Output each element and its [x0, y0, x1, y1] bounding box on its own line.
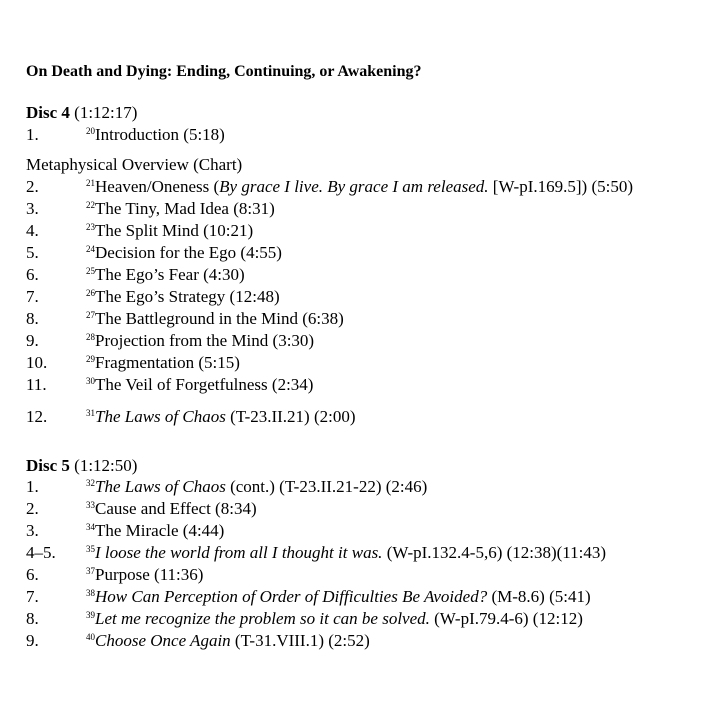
track-footnote-ref: 38 [86, 588, 95, 598]
track-entry [86, 499, 257, 519]
track-number: 1. [26, 477, 39, 496]
track-title: The Battleground in the Mind (6:38) [95, 309, 344, 328]
track-footnote-ref: 33 [86, 500, 95, 510]
track-number: 6. [26, 565, 39, 584]
track-number: 5. [26, 243, 39, 262]
track-number: 1. [26, 125, 39, 144]
track-title-rest: (T-31.VIII.1) (2:52) [230, 631, 370, 650]
track-title-rest: (W-pI.132.4-5,6) (12:38)(11:43) [382, 543, 607, 562]
track-entry [86, 287, 280, 307]
track-number: 6. [26, 265, 39, 284]
track-footnote-ref: 22 [86, 200, 95, 210]
track-title: Fragmentation (5:15) [95, 353, 240, 372]
track-title-italic: Let me recognize the problem so it can be solved. [95, 609, 430, 628]
track-title: Cause and Effect (8:34) [95, 499, 257, 518]
track-number: 4. [26, 221, 39, 240]
track-footnote-ref: 31 [86, 408, 95, 418]
disc5-duration: (1:12:50) [74, 456, 138, 475]
disc5-label: Disc 5 [26, 456, 70, 475]
track-number: 10. [26, 353, 48, 372]
track-title-rest: (T-23.II.21) (2:00) [225, 407, 356, 426]
track-entry [86, 477, 427, 497]
track-entry [86, 243, 282, 263]
track-footnote-ref: 37 [86, 566, 95, 576]
track-footnote-ref: 20 [86, 126, 95, 136]
track-entry [86, 265, 245, 285]
track-title: The Miracle (4:44) [95, 521, 225, 540]
track-number: 7. [26, 287, 39, 306]
track-footnote-ref: 32 [86, 478, 95, 488]
track-footnote-ref: 25 [86, 266, 95, 276]
track-entry [86, 587, 591, 607]
track-title: The Tiny, Mad Idea (8:31) [95, 199, 275, 218]
track-footnote-ref: 26 [86, 288, 95, 298]
track-number: 3. [26, 521, 39, 540]
track-footnote-ref: 21 [86, 178, 95, 188]
track-title-rest: [W-pI.169.5]) (5:50) [488, 177, 633, 196]
track-title-italic: The Laws of Chaos [95, 407, 226, 426]
track-footnote-ref: 35 [86, 544, 95, 554]
track-footnote-ref: 39 [86, 610, 95, 620]
track-number: 2. [26, 177, 39, 196]
track-title: Purpose (11:36) [95, 565, 204, 584]
track-entry [86, 565, 203, 585]
track-title: Projection from the Mind (3:30) [95, 331, 315, 350]
track-number: 12. [26, 407, 48, 426]
track-title-rest: (M-8.6) (5:41) [487, 587, 591, 606]
track-footnote-ref: 30 [86, 376, 95, 386]
track-title-rest: (W-pI.79.4-6) (12:12) [429, 609, 583, 628]
track-title-italic: Choose Once Again [95, 631, 231, 650]
track-entry [86, 177, 633, 197]
track-entry [86, 407, 356, 427]
track-title-italic: By grace I live. By grace I am released. [219, 177, 489, 196]
track-number: 8. [26, 309, 39, 328]
track-number: 9. [26, 631, 39, 650]
track-number: 9. [26, 331, 39, 350]
track-entry [86, 221, 253, 241]
track-title-italic: How Can Perception of Order of Difficulties Be Avoided? [95, 587, 488, 606]
track-entry [86, 521, 224, 541]
track-entry [86, 309, 344, 329]
track-title: Introduction (5:18) [95, 125, 225, 144]
track-title: Heaven/Oneness ( [95, 177, 220, 196]
track-entry [86, 199, 275, 219]
track-title-rest: (cont.) (T-23.II.21-22) (2:46) [225, 477, 428, 496]
track-entry [86, 125, 225, 145]
track-title-italic: The Laws of Chaos [95, 477, 226, 496]
section-heading: Metaphysical Overview (Chart) [26, 155, 243, 174]
track-entry [86, 331, 314, 351]
track-number: 7. [26, 587, 39, 606]
track-title-italic: I loose the world from all I thought it was. [95, 543, 383, 562]
track-entry [86, 609, 583, 629]
track-footnote-ref: 34 [86, 522, 95, 532]
track-footnote-ref: 29 [86, 354, 95, 364]
track-entry [86, 375, 313, 395]
track-title: The Veil of Forgetfulness (2:34) [95, 375, 314, 394]
track-entry [86, 353, 240, 373]
disc4-heading [26, 103, 137, 123]
track-title: The Ego’s Fear (4:30) [95, 265, 245, 284]
track-title: Decision for the Ego (4:55) [95, 243, 282, 262]
track-entry [86, 543, 606, 563]
disc4-duration: (1:12:17) [74, 103, 138, 122]
track-number: 2. [26, 499, 39, 518]
track-entry [86, 631, 370, 651]
track-number: 8. [26, 609, 39, 628]
track-title: The Ego’s Strategy (12:48) [95, 287, 280, 306]
track-title: The Split Mind (10:21) [95, 221, 254, 240]
track-footnote-ref: 27 [86, 310, 95, 320]
track-footnote-ref: 23 [86, 222, 95, 232]
document-title: On Death and Dying: Ending, Continuing, or Awakening? [26, 63, 422, 80]
track-footnote-ref: 28 [86, 332, 95, 342]
track-footnote-ref: 24 [86, 244, 95, 254]
track-number: 11. [26, 375, 47, 394]
disc4-label: Disc 4 [26, 103, 70, 122]
track-number: 4–5. [26, 543, 56, 562]
disc5-heading [26, 456, 137, 476]
track-number: 3. [26, 199, 39, 218]
track-footnote-ref: 40 [86, 632, 95, 642]
